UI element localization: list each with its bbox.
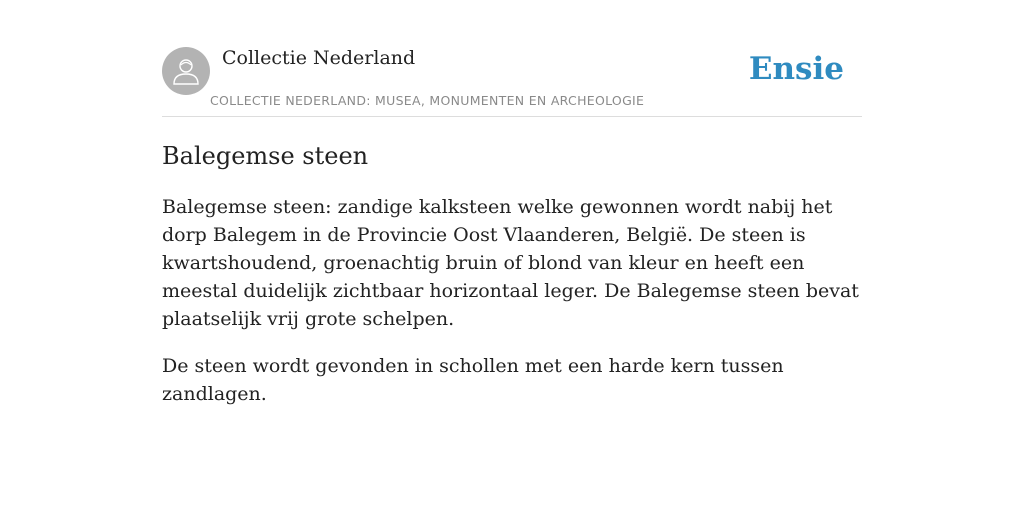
article-paragraph: Balegemse steen: zandige kalksteen welke gewonnen wordt nabij het dorp Balegem in de Provincie Oost Vlaanderen, België. De steen is kwartshoudend, groenachtig bruin of blond van kleur en heeft een meestal duidelijk zichtbaar horizontaal leger. De Balegemse steen bevat plaatselijk vrij grote schelpen.	[162, 196, 859, 330]
author-name[interactable]: Collectie Nederland	[222, 47, 416, 69]
user-icon	[171, 56, 201, 86]
collection-name[interactable]: COLLECTIE NEDERLAND: MUSEA, MONUMENTEN EN ARCHEOLOGIE	[210, 93, 645, 108]
brand-logo[interactable]: Ensie	[748, 51, 844, 87]
article-paragraph: De steen wordt gevonden in schollen met een harde kern tussen zandlagen.	[162, 355, 784, 405]
author-avatar[interactable]	[162, 47, 210, 95]
article-card	[162, 0, 862, 408]
article-title: Balegemse steen	[162, 142, 369, 170]
article-header	[162, 0, 862, 117]
